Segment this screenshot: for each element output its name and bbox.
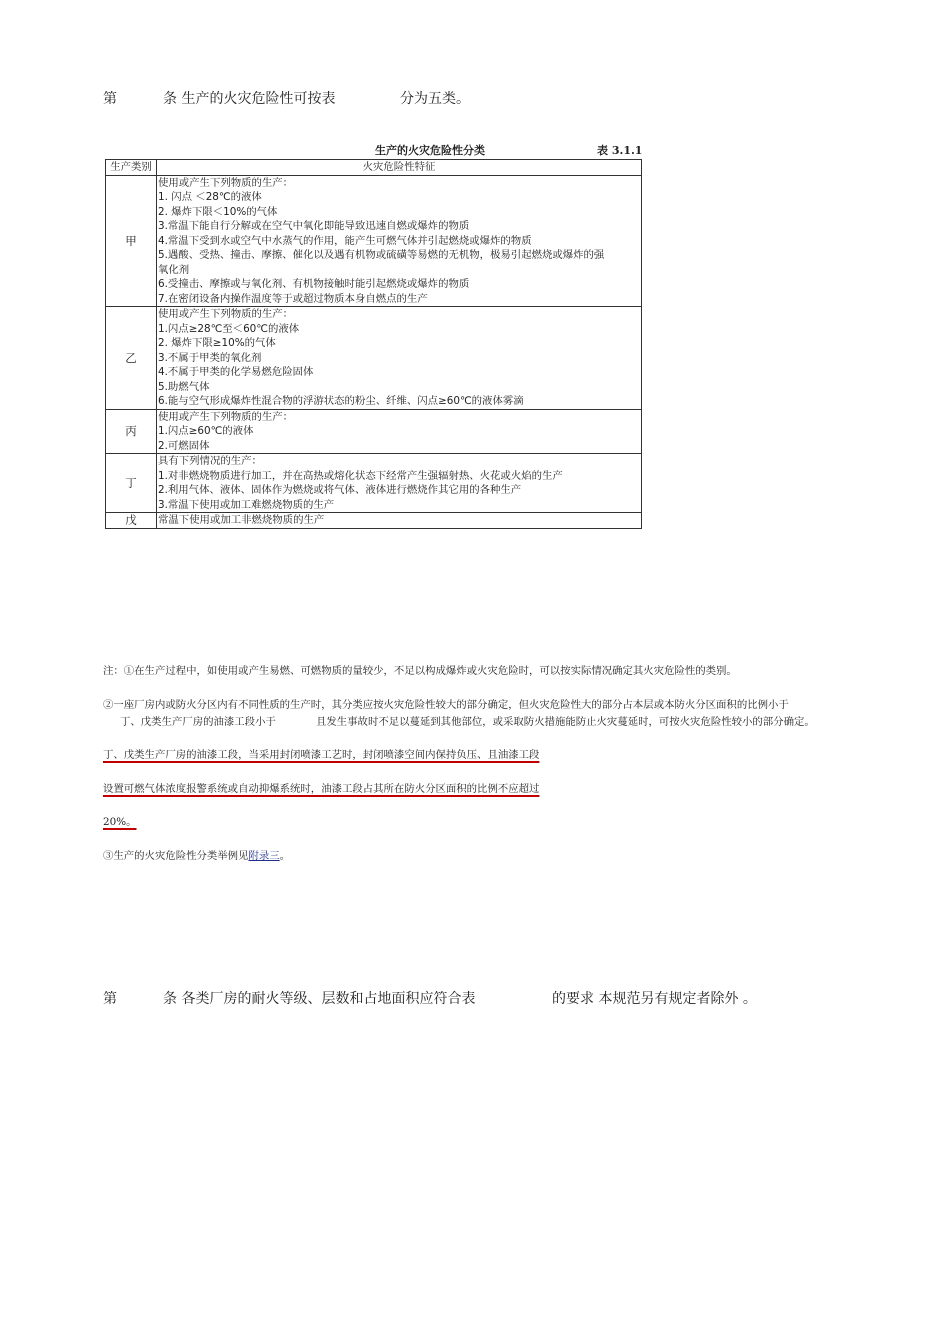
category-cell: 乙: [106, 307, 157, 410]
header-characteristics: 火灾危险性特征: [157, 160, 642, 176]
characteristics-cell: [157, 454, 642, 513]
characteristic-line: 使用或产生下列物质的生产：: [158, 176, 294, 189]
note-3: [103, 847, 290, 862]
category-cell: 丁: [106, 454, 157, 513]
table-row: [106, 307, 642, 410]
characteristic-line: 使用或产生下列物质的生产：: [158, 308, 294, 320]
table-row: [106, 175, 642, 307]
characteristic-line: 5.助燃气体: [158, 380, 210, 393]
characteristic-line: 氧化剂: [158, 263, 190, 276]
inserted-provision-line-1: 丁、戊类生产厂房的油漆工段，当采用封闭喷漆工艺时，封闭喷漆空间内保持负压、且油漆工段: [103, 749, 540, 761]
characteristic-line: 1.对非燃烧物质进行加工，并在高热或熔化状态下经常产生强辐射热、火花或火焰的生产: [158, 469, 563, 482]
table-number: 表 3.1.1: [597, 144, 643, 157]
table-header-row: [106, 160, 642, 176]
inserted-provision-line-2: 设置可燃气体浓度报警系统或自动抑爆系统时，油漆工段占其所在防火分区面积的比例不应超过: [103, 783, 540, 795]
characteristic-line: 具有下列情况的生产：: [158, 455, 262, 467]
characteristic-line: 1. 闪点 ＜28℃的液体: [158, 191, 262, 203]
clause-2-suffix: 的要求 本规范另有规定者除外 。: [552, 991, 757, 1007]
characteristic-line: 5.遇酸、受热、撞击、摩擦、催化以及遇有机物或硫磺等易燃的无机物，极易引起燃烧或爆炸的强: [158, 249, 605, 261]
category-cell: 甲: [106, 175, 157, 307]
characteristic-line: 4.不属于甲类的化学易燃危险固体: [158, 366, 314, 378]
clause-2-prefix: 第: [103, 991, 117, 1007]
characteristic-line: 使用或产生下列物质的生产：: [158, 410, 294, 423]
note-3-suffix: 。: [279, 850, 291, 862]
note-3-prefix: ③生产的火灾危险性分类举例见: [103, 850, 249, 862]
table-row: [106, 513, 642, 529]
clause-2-text: 条 各类厂房的耐火等级、层数和占地面积应符合表: [163, 991, 476, 1007]
characteristic-line: 4.常温下受到水或空气中水蒸气的作用，能产生可燃气体并引起燃烧或爆炸的物质: [158, 234, 532, 247]
note-1: 注：①在生产过程中，如使用或产生易燃、可燃物质的量较少，不足以构成爆炸或火灾危险时，可以按实际情况确定其火灾危险性的类别。: [103, 665, 737, 677]
note-2-line-1: ②一座厂房内或防火分区内有不同性质的生产时，其分类应按火灾危险性较大的部分确定，但火灾危险性大的部分占本层或本防火分区面积的比例小于: [103, 699, 789, 711]
characteristic-line: 3.常温下能自行分解或在空气中氧化即能导致迅速自燃或爆炸的物质: [158, 220, 470, 232]
appendix-3-link[interactable]: 附录三: [248, 850, 280, 862]
characteristic-line: 1.闪点≥60℃的液体: [158, 425, 254, 437]
table-row: [106, 409, 642, 454]
clause-1-prefix: 第: [103, 91, 117, 107]
characteristic-line: 3.常温下使用或加工难燃烧物质的生产: [158, 498, 335, 511]
characteristics-cell: [157, 409, 642, 454]
characteristics-cell: [157, 307, 642, 410]
characteristic-line: 7.在密闭设备内操作温度等于或超过物质本身自燃点的生产: [158, 292, 428, 305]
clause-1-suffix: 分为五类。: [400, 91, 470, 107]
clause-1-text: 条 生产的火灾危险性可按表: [163, 91, 336, 107]
category-cell: 戊: [106, 513, 157, 529]
characteristic-line: 1.闪点≥28℃至＜60℃的液体: [158, 322, 300, 335]
characteristic-line: 2.可燃固体: [158, 439, 210, 452]
characteristics-cell: [157, 175, 642, 307]
characteristics-cell: [157, 513, 642, 529]
characteristic-line: 2.利用气体、液体、固体作为燃烧或将气体、液体进行燃烧作其它用的各种生产: [158, 484, 522, 496]
characteristic-line: 3.不属于甲类的氧化剂: [158, 351, 262, 364]
header-category: 生产类别: [106, 160, 157, 176]
fire-hazard-table: [105, 159, 642, 529]
category-cell: 丙: [106, 409, 157, 454]
characteristic-line: 6.能与空气形成爆炸性混合物的浮游状态的粉尘、纤维、闪点≥60℃的液体雾滴: [158, 395, 524, 407]
characteristic-line: 2. 爆炸下限＜10%的气体: [158, 205, 278, 218]
characteristic-line: 常温下使用或加工非燃烧物质的生产: [158, 514, 325, 526]
table-row: [106, 454, 642, 513]
table-title: 生产的火灾危险性分类: [375, 144, 485, 157]
characteristic-line: 2. 爆炸下限≥10%的气体: [158, 337, 276, 349]
note-2-line-2a: 丁、戊类生产厂房的油漆工段小于: [120, 716, 276, 728]
inserted-provision-line-3: 20%。: [103, 816, 137, 828]
note-2-line-2b: 且发生事故时不足以蔓延到其他部位，或采取防火措施能防止火灾蔓延时，可按火灾危险性较小的部分确定。: [316, 716, 815, 728]
characteristic-line: 6.受撞击、摩擦或与氧化剂、有机物接触时能引起燃烧或爆炸的物质: [158, 278, 470, 290]
